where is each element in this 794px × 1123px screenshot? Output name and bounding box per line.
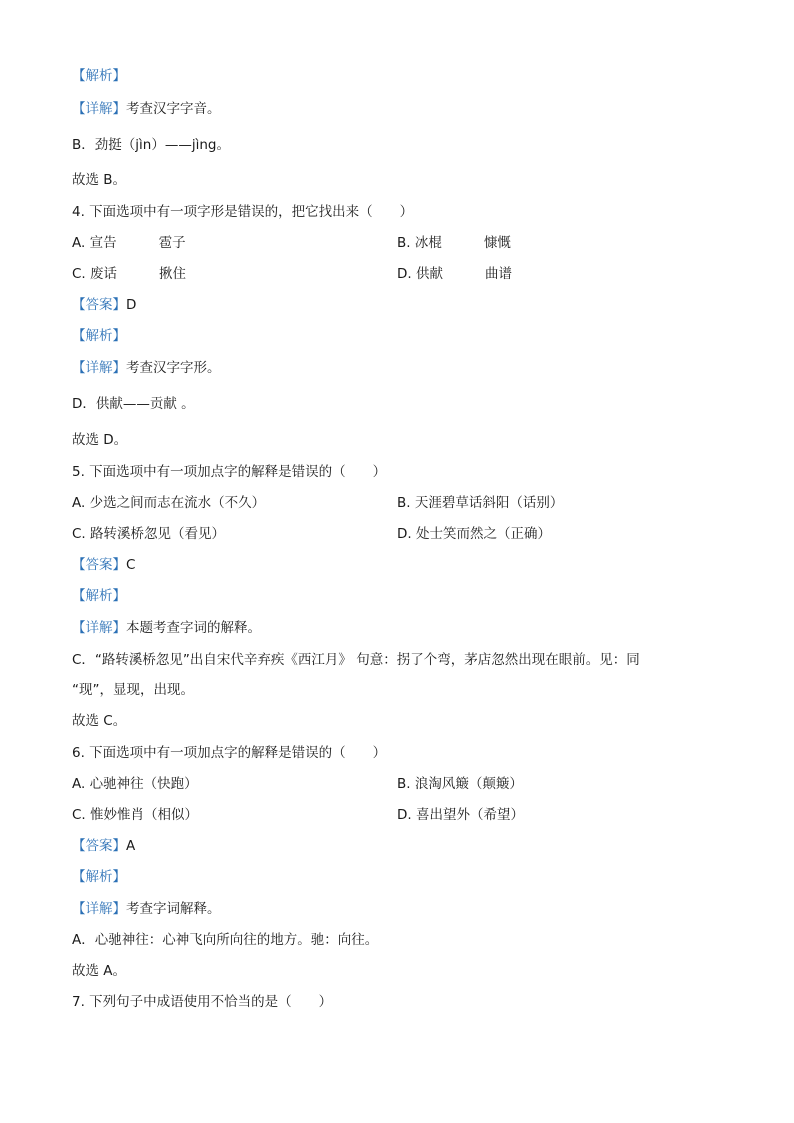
choose-line: 故选 A。: [72, 963, 127, 979]
question-stem: 5. 下面选项中有一项加点字的解释是错误的（ ）: [72, 464, 387, 480]
answer-value: C: [126, 557, 136, 573]
question-stem: 6. 下面选项中有一项加点字的解释是错误的（ ）: [72, 745, 387, 761]
detail-line: 【详解】本题考查字词的解释。: [72, 620, 261, 636]
detail-line: 【详解】考查汉字字形。: [72, 360, 221, 376]
answer-line: 【答案】A: [72, 838, 136, 854]
option-b[interactable]: B. 天涯碧草话斜阳（话别）: [397, 495, 564, 511]
explain-line: C．“路转溪桥忽见”出自宋代辛弃疾《西江月》 句意：拐了个弯，茅店忽然出现在眼前。见：同: [72, 652, 640, 668]
option-d[interactable]: D. 供献 曲谱: [397, 266, 512, 282]
analysis-tag: 【解析】: [72, 328, 126, 344]
option-c[interactable]: C. 惟妙惟肖（相似）: [72, 807, 199, 823]
analysis-tag: 【解析】: [72, 869, 126, 885]
option-b[interactable]: B. 浪淘风簸（颠簸）: [397, 776, 523, 792]
detail-text: 考查汉字字音。: [126, 101, 221, 117]
question-stem: 4. 下面选项中有一项字形是错误的，把它找出来（ ）: [72, 204, 414, 220]
detail-text: 考查字词解释。: [126, 901, 221, 917]
detail-text: 考查汉字字形。: [126, 360, 221, 376]
detail-line: 【详解】考查汉字字音。: [72, 101, 221, 117]
choose-line: 故选 C。: [72, 713, 127, 729]
option-c[interactable]: C. 废话 揪住: [72, 266, 187, 282]
option-c[interactable]: C. 路转溪桥忽见（看见）: [72, 526, 226, 542]
answer-line: 【答案】D: [72, 297, 137, 313]
analysis-tag: 【解析】: [72, 68, 126, 84]
explain-line-continued: “现”，显现，出现。: [72, 682, 194, 698]
explain-line: D．供献——贡献 。: [72, 396, 195, 412]
option-a[interactable]: A. 少选之间而志在流水（不久）: [72, 495, 266, 511]
option-d[interactable]: D. 处士笑而然之（正确）: [397, 526, 551, 542]
detail-line: 【详解】考查字词解释。: [72, 901, 221, 917]
analysis-tag: 【解析】: [72, 588, 126, 604]
detail-text: 本题考查字词的解释。: [126, 620, 261, 636]
choose-line: 故选 B。: [72, 172, 127, 188]
answer-line: 【答案】C: [72, 557, 136, 573]
option-a[interactable]: A. 宣告 雹子: [72, 235, 186, 251]
option-d[interactable]: D. 喜出望外（希望）: [397, 807, 524, 823]
explain-line: A．心驰神往：心神飞向所向往的地方。驰：向往。: [72, 932, 379, 948]
option-b[interactable]: B. 冰棍 慷慨: [397, 235, 511, 251]
choose-line: 故选 D。: [72, 432, 128, 448]
answer-value: A: [126, 838, 136, 854]
question-stem: 7. 下列句子中成语使用不恰当的是（ ）: [72, 994, 333, 1010]
explain-line: B．劲挺（jìn）——jìng。: [72, 137, 230, 153]
answer-value: D: [126, 297, 137, 313]
option-a[interactable]: A. 心驰神往（快跑）: [72, 776, 198, 792]
